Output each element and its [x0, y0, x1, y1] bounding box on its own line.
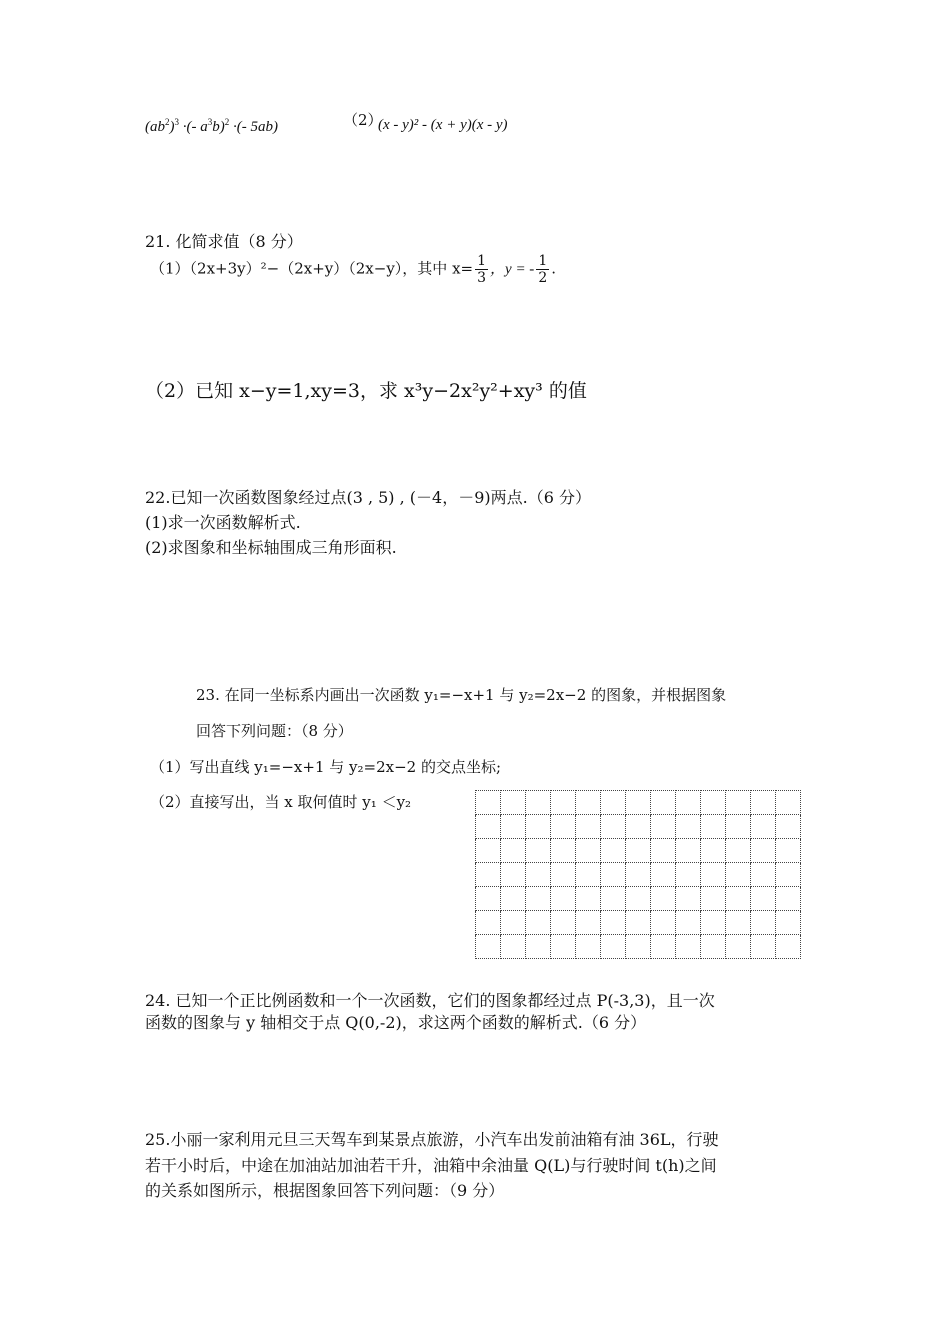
q25-line1: 25.小丽一家利用元旦三天驾车到某景点旅游，小汽车出发前油箱有油 36L，行驶	[145, 1130, 719, 1149]
q25-line3: 的关系如图所示，根据图象回答下列问题：（9 分）	[145, 1181, 505, 1200]
q23-line1: 23. 在同一坐标系内画出一次函数 y₁=−x+1 与 y₂=2x−2 的图象，并根据图象	[196, 686, 727, 704]
q20-part2-expression: (x - y)² - (x + y)(x - y)	[378, 117, 508, 133]
x-fraction: $\frac{1}{3}$	[477, 253, 487, 286]
q23-line4: （2）直接写出，当 x 取何值时 y₁ ＜y₂	[150, 793, 412, 811]
q24-line1: 24. 已知一个正比例函数和一个一次函数，它们的图象都经过点 P(-3,3)，且一次	[145, 991, 715, 1010]
q24-line2: 函数的图象与 y 轴相交于点 Q(0,-2)，求这两个函数的解析式.（6 分）	[145, 1013, 647, 1032]
q25-line2: 若干小时后，中途在加油站加油若干升，油箱中余油量 Q(L)与行驶时间 t(h)之间	[145, 1156, 717, 1175]
q21-title: 21. 化简求值（8 分）	[145, 232, 303, 251]
q22-line2: (1)求一次函数解析式.	[145, 513, 301, 532]
q21-part2: （2）已知 x−y=1,xy=3，求 x³y−2x²y²+xy³ 的值	[145, 380, 587, 402]
y-fraction: $\frac{1}{2}$	[538, 253, 548, 286]
q22-line3: (2)求图象和坐标轴围成三角形面积.	[145, 538, 397, 557]
q22-line1: 22.已知一次函数图象经过点(3 , 5) , (－4，－9)两点.（6 分）	[145, 488, 592, 507]
coordinate-grid	[475, 790, 801, 959]
q20-part1-expression: $(ab^2)^3$ ·(- $a^3b)^2$ ·(- 5ab)	[145, 117, 278, 135]
q20-part2-label: （2）	[343, 111, 383, 129]
q23-line3: （1）写出直线 y₁=−x+1 与 y₂=2x−2 的交点坐标;	[150, 758, 502, 776]
q23-line2: 回答下列问题：（8 分）	[196, 722, 353, 740]
q21-part1: （1）（2x+3y）²−（2x+y）（2x−y），其中 x= $\frac{1}{3}$ ，y = - $\frac{1}{2}$ .	[150, 253, 557, 286]
